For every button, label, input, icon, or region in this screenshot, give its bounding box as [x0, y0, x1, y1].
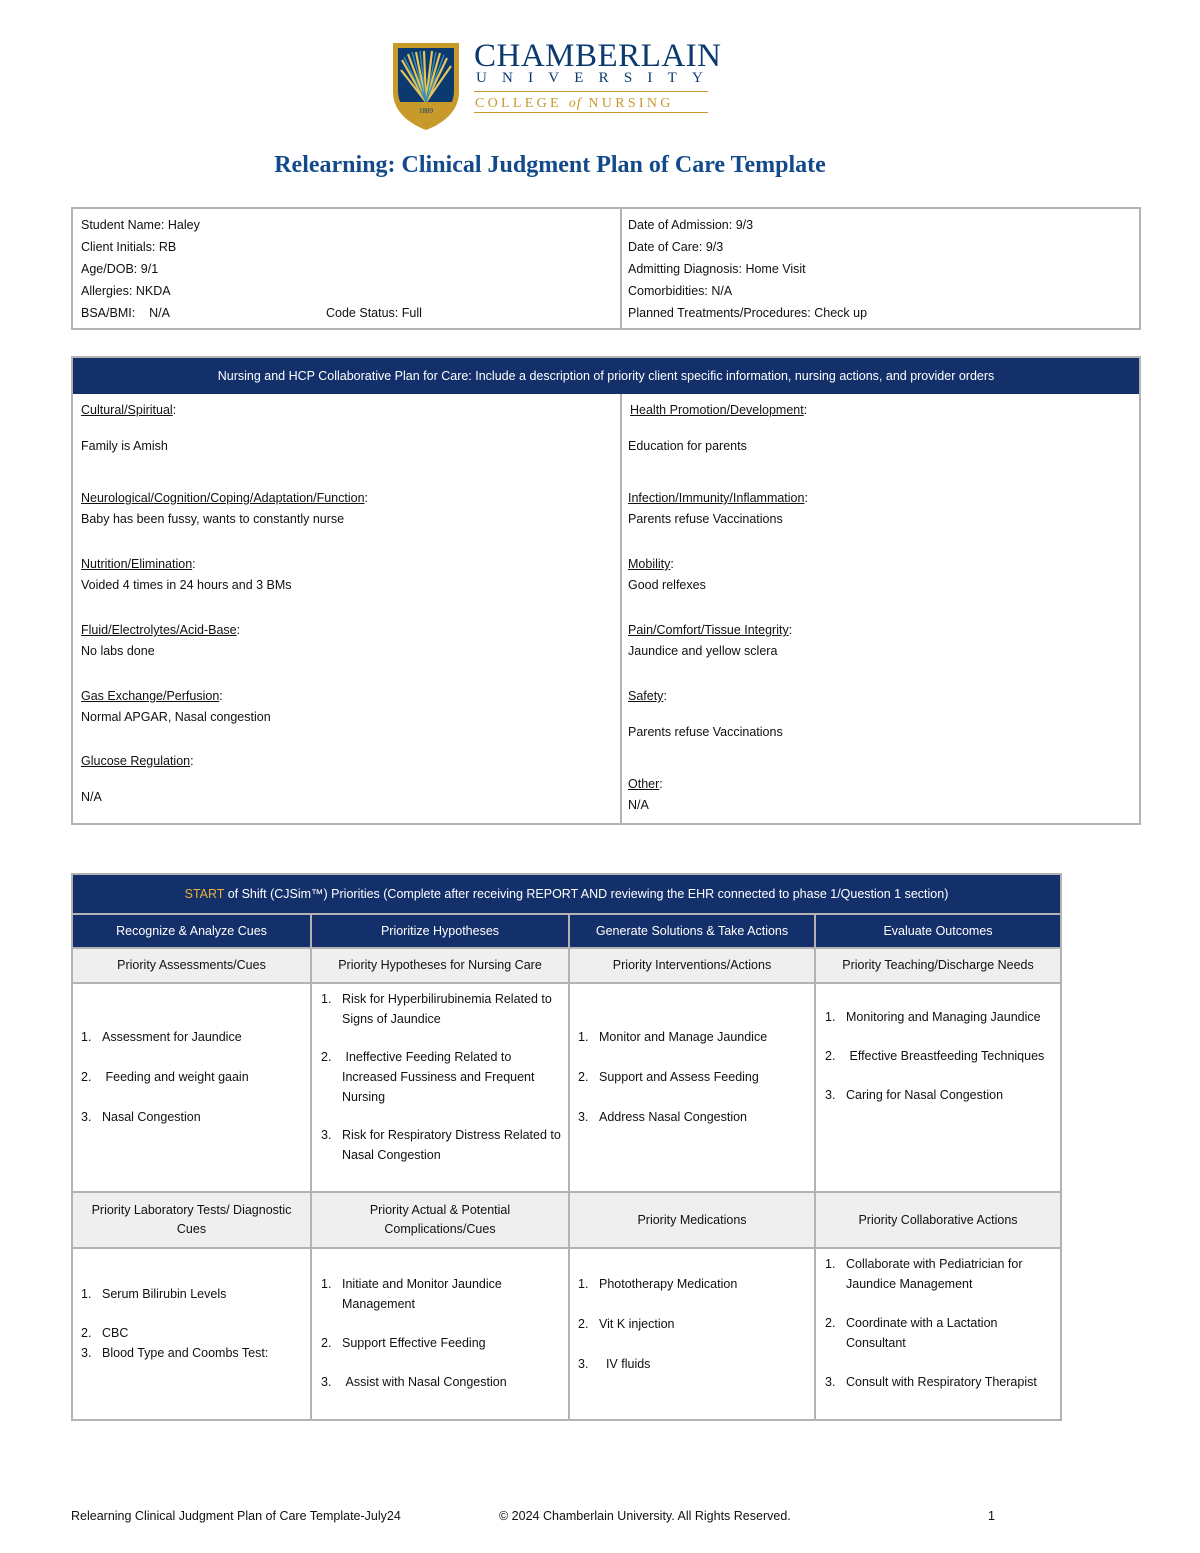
subheader-teaching: Priority Teaching/Discharge Needs [816, 949, 1060, 982]
logo-rule-bottom [474, 112, 708, 113]
section-other: Other: N/A [628, 777, 663, 812]
priorities-header: START of Shift (CJSim™) Priorities (Complete after receiving REPORT AND reviewing the EHR connected to phase 1/Question 1 section) [73, 875, 1060, 913]
list-item: 3. Risk for Respiratory Distress Related to Nasal Congestion [321, 1128, 561, 1162]
list-item: 1. Serum Bilirubin Levels [81, 1287, 227, 1301]
phase-prioritize: Prioritize Hypotheses [312, 915, 568, 947]
svg-text:1889: 1889 [419, 107, 433, 115]
list-item: 2. Ineffective Feeding Related to Increased Fussiness and Frequent Nursing [321, 1050, 535, 1104]
allergies: Allergies: NKDA [81, 284, 171, 298]
date-of-care: Date of Care: 9/3 [628, 240, 724, 254]
planned-treatments: Planned Treatments/Procedures: Check up [628, 306, 868, 320]
logo-college: COLLEGE of NURSING [475, 96, 674, 111]
column-divider [568, 915, 570, 1419]
section-gas-exchange: Gas Exchange/Perfusion: Normal APGAR, Nasal congestion [81, 689, 271, 724]
info-right-column [628, 214, 867, 328]
row-divider [73, 1247, 1060, 1249]
section-nutrition: Nutrition/Elimination: Voided 4 times in 24 hours and 3 BMs [81, 557, 292, 592]
bsa-bmi: BSA/BMI: N/A [81, 306, 170, 320]
shield-icon [390, 40, 462, 132]
footer-copyright: © 2024 Chamberlain University. All Rights Reserved. [499, 1509, 791, 1523]
list-complications [321, 1274, 563, 1392]
logo-rule-top [474, 91, 708, 92]
shift-priorities-table [71, 873, 1062, 1421]
subheader-assessments: Priority Assessments/Cues [73, 949, 310, 982]
list-item: 3. Consult with Respiratory Therapist [825, 1375, 1037, 1389]
section-neurological: Neurological/Cognition/Coping/Adaptation/Function: Baby has been fussy, wants to constantly nurse [81, 491, 368, 526]
list-item: 1. Initiate and Monitor Jaundice Management [321, 1277, 502, 1311]
list-item: 1. Monitoring and Managing Jaundice [825, 1010, 1041, 1024]
collaborative-plan-header: Nursing and HCP Collaborative Plan for Care: Include a description of priority client specific information, nursing actions, and provider orders [73, 358, 1139, 394]
info-left-column [81, 214, 200, 328]
section-safety: Safety: Parents refuse Vaccinations [628, 689, 783, 739]
client-initials: Client Initials: RB [81, 240, 177, 254]
row-divider [73, 982, 1060, 984]
list-item: 1. Monitor and Manage Jaundice [578, 1030, 768, 1044]
admitting-diagnosis: Admitting Diagnosis: Home Visit [628, 262, 806, 276]
section-pain-comfort: Pain/Comfort/Tissue Integrity: Jaundice and yellow sclera [628, 623, 793, 658]
list-item: 2. Vit K injection [578, 1317, 675, 1331]
list-item: 2. Feeding and weight gaain [81, 1070, 249, 1084]
footer-page-number: 1 [988, 1509, 995, 1523]
subheader-medications: Priority Medications [570, 1193, 814, 1247]
column-divider [620, 394, 622, 823]
list-item: 2. Coordinate with a Lactation Consultant [825, 1316, 998, 1350]
date-of-admission: Date of Admission: 9/3 [628, 218, 754, 232]
chamberlain-logo [390, 38, 722, 132]
list-hypotheses [321, 989, 563, 1165]
footer-document-name: Relearning Clinical Judgment Plan of Care Template-July24 [71, 1509, 401, 1523]
logo-name: CHAMBERLAIN [474, 38, 722, 74]
code-status: Code Status: Full [326, 306, 422, 320]
list-collaborative [825, 1254, 1057, 1392]
column-divider [814, 915, 816, 1419]
list-item: 2. Support and Assess Feeding [578, 1070, 759, 1084]
logo-university: UNIVERSITY [476, 70, 718, 86]
list-lab-tests [81, 1284, 303, 1363]
list-assessments [81, 1027, 303, 1127]
section-infection: Infection/Immunity/Inflammation: Parents refuse Vaccinations [628, 491, 808, 526]
section-fluid-electrolytes: Fluid/Electrolytes/Acid-Base: No labs done [81, 623, 241, 658]
document-title: Relearning: Clinical Judgment Plan of Care Template [274, 152, 826, 178]
list-medications [578, 1274, 810, 1374]
list-item: 1. Assessment for Jaundice [81, 1030, 242, 1044]
section-mobility: Mobility: Good relfexes [628, 557, 706, 592]
subheader-lab-tests: Priority Laboratory Tests/ Diagnostic Cues [73, 1193, 310, 1247]
patient-info-table [71, 207, 1141, 330]
collaborative-plan-table [71, 356, 1141, 825]
list-item: 2. Support Effective Feeding [321, 1336, 486, 1350]
student-name: Student Name: Haley [81, 218, 200, 232]
list-item: 3. Address Nasal Congestion [578, 1110, 747, 1124]
section-cultural-spiritual: Cultural/Spiritual: Family is Amish [81, 403, 177, 453]
column-divider [620, 209, 622, 328]
age-dob: Age/DOB: 9/1 [81, 262, 159, 276]
list-item: 1. Phototherapy Medication [578, 1277, 738, 1291]
phase-evaluate: Evaluate Outcomes [816, 915, 1060, 947]
list-interventions [578, 1027, 810, 1127]
subheader-collaborative: Priority Collaborative Actions [816, 1193, 1060, 1247]
section-health-promotion: Health Promotion/Development: Education for parents [628, 403, 808, 453]
section-glucose: Glucose Regulation: N/A [81, 754, 194, 804]
list-teaching [825, 1007, 1057, 1105]
list-item: 3. IV fluids [578, 1357, 651, 1371]
list-item: 2. Effective Breastfeeding Techniques [825, 1049, 1045, 1063]
column-divider [310, 915, 312, 1419]
list-item: 1. Collaborate with Pediatrician for Jaundice Management [825, 1257, 1023, 1291]
phase-recognize: Recognize & Analyze Cues [73, 915, 310, 947]
list-item: 3. Nasal Congestion [81, 1110, 201, 1124]
list-item: 3. Caring for Nasal Congestion [825, 1088, 1004, 1102]
subheader-hypotheses: Priority Hypotheses for Nursing Care [312, 949, 568, 982]
list-item: 1. Risk for Hyperbilirubinemia Related to Signs of Jaundice [321, 992, 552, 1026]
list-item: 2. CBC [81, 1326, 129, 1340]
comorbidities: Comorbidities: N/A [628, 284, 733, 298]
subheader-complications: Priority Actual & Potential Complications/Cues [312, 1193, 568, 1247]
phase-generate: Generate Solutions & Take Actions [570, 915, 814, 947]
subheader-interventions: Priority Interventions/Actions [570, 949, 814, 982]
list-item: 3. Assist with Nasal Congestion [321, 1375, 507, 1389]
list-item: 3. Blood Type and Coombs Test: [81, 1346, 269, 1360]
